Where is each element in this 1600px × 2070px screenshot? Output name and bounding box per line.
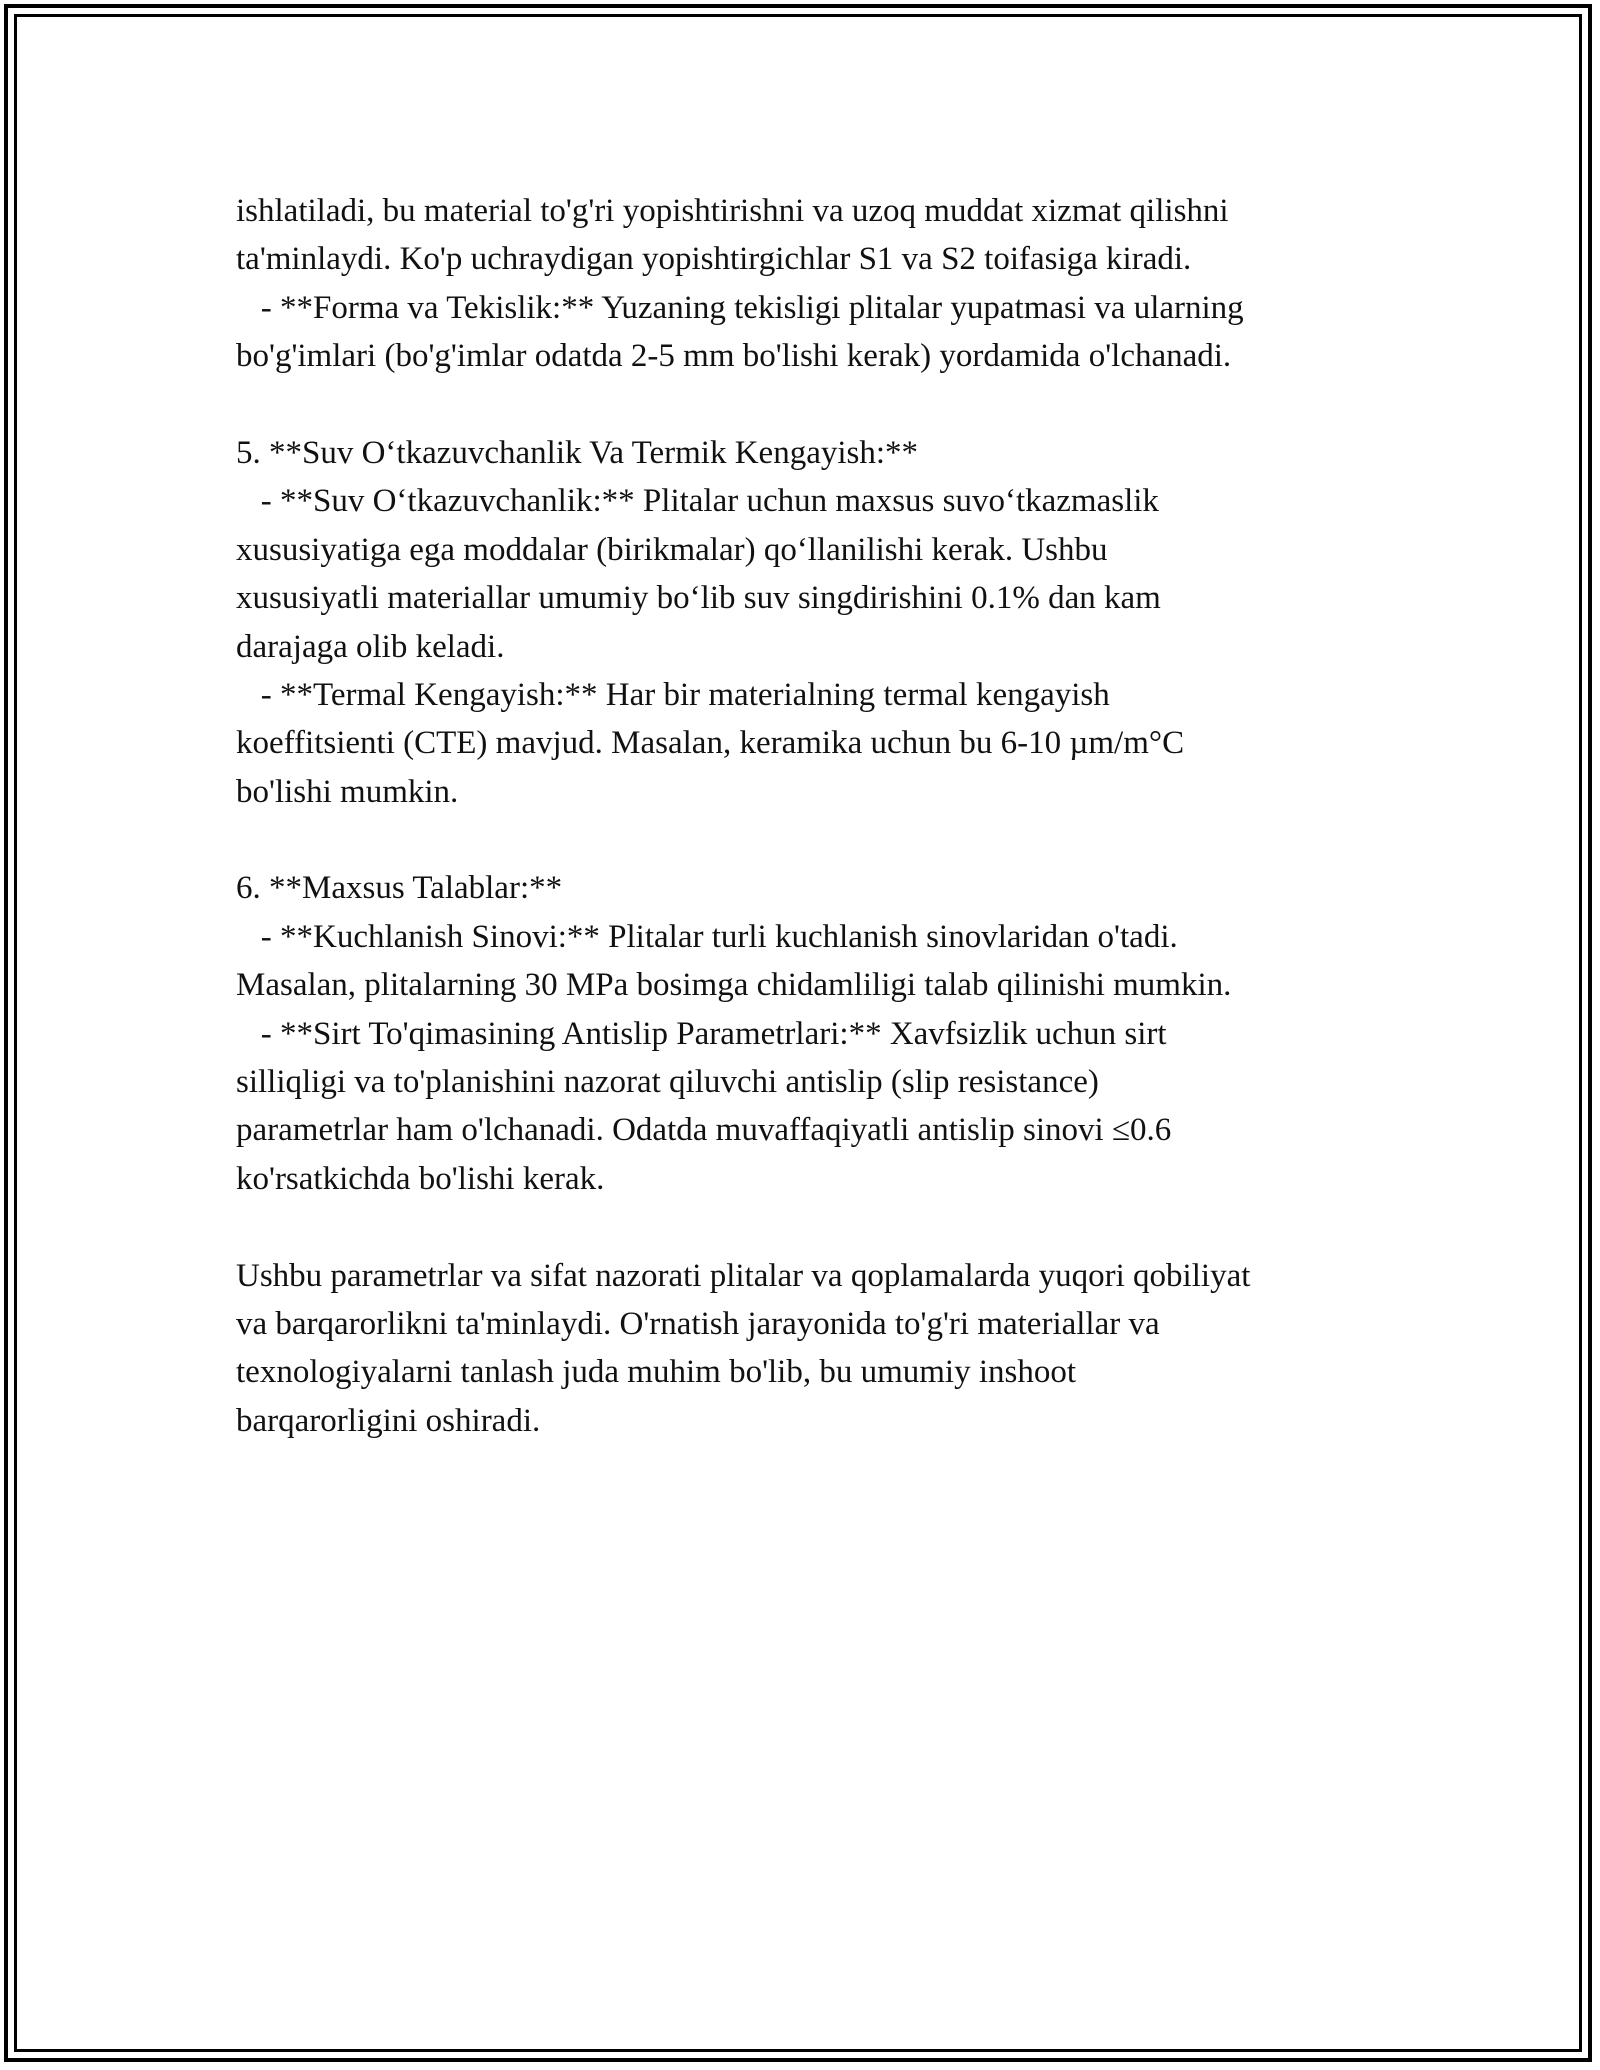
text-line: silliqligi va to'planishini nazorat qiluvchi antislip (slip resistance)	[236, 1064, 1099, 1101]
text-line: texnologiyalarni tanlash juda muhim bo'lib, bu umumiy inshoot	[236, 1354, 1077, 1391]
text-line: bo'g'imlari (bo'g'imlar odatda 2-5 mm bo'lishi kerak) yordamida o'lchanadi.	[236, 338, 1232, 375]
text-line: - **Sirt To'qimasining Antislip Parametrlari:** Xavfsizlik uchun sirt	[236, 1015, 1167, 1052]
text-line: - **Termal Kengayish:** Har bir materialning termal kengayish	[236, 676, 1110, 713]
text-line: darajaga olib keladi.	[236, 628, 505, 665]
section-heading: 5. **Suv O‘tkazuvchanlik Va Termik Kengayish:**	[236, 434, 919, 471]
text-line: parametrlar ham o'lchanadi. Odatda muvaffaqiyatli antislip sinovi ≤0.6	[236, 1112, 1172, 1149]
text-line: - **Kuchlanish Sinovi:** Plitalar turli kuchlanish sinovlaridan o'tadi.	[236, 918, 1178, 955]
document-body	[236, 187, 1386, 1445]
blank-line	[236, 816, 1386, 864]
text-line: Masalan, plitalarning 30 MPa bosimga chidamliligi talab qilinishi mumkin.	[236, 967, 1232, 1004]
text-line: Ushbu parametrlar va sifat nazorati plitalar va qoplamalarda yuqori qobiliyat	[236, 1257, 1251, 1294]
text-line: ta'minlaydi. Ko'p uchraydigan yopishtirgichlar S1 va S2 toifasiga kiradi.	[236, 241, 1192, 278]
text-line: koeffitsienti (CTE) mavjud. Masalan, keramika uchun bu 6-10 µm/m°C	[236, 725, 1185, 762]
text-line: barqarorligini oshiradi.	[236, 1402, 541, 1439]
text-line: va barqarorlikni ta'minlaydi. O'rnatish jarayonida to'g'ri materiallar va	[236, 1305, 1160, 1342]
text-line: - **Forma va Tekislik:** Yuzaning tekisligi plitalar yupatmasi va ularning	[236, 289, 1244, 326]
text-line: xususiyatiga ega moddalar (birikmalar) qo‘llanilishi kerak. Ushbu	[236, 531, 1108, 568]
text-line: - **Suv O‘tkazuvchanlik:** Plitalar uchun maxsus suvo‘tkazmaslik	[236, 483, 1159, 520]
text-line: ishlatiladi, bu material to'g'ri yopishtirishni va uzoq muddat xizmat qilishni	[236, 193, 1229, 229]
section-heading: 6. **Maxsus Talablar:**	[236, 870, 563, 907]
text-line: bo'lishi mumkin.	[236, 773, 459, 810]
text-line: xususiyatli materiallar umumiy bo‘lib suv singdirishini 0.1% dan kam	[236, 580, 1161, 617]
blank-line	[236, 1203, 1386, 1251]
text-line: ko'rsatkichda bo'lishi kerak.	[236, 1160, 605, 1197]
blank-line	[236, 381, 1386, 429]
